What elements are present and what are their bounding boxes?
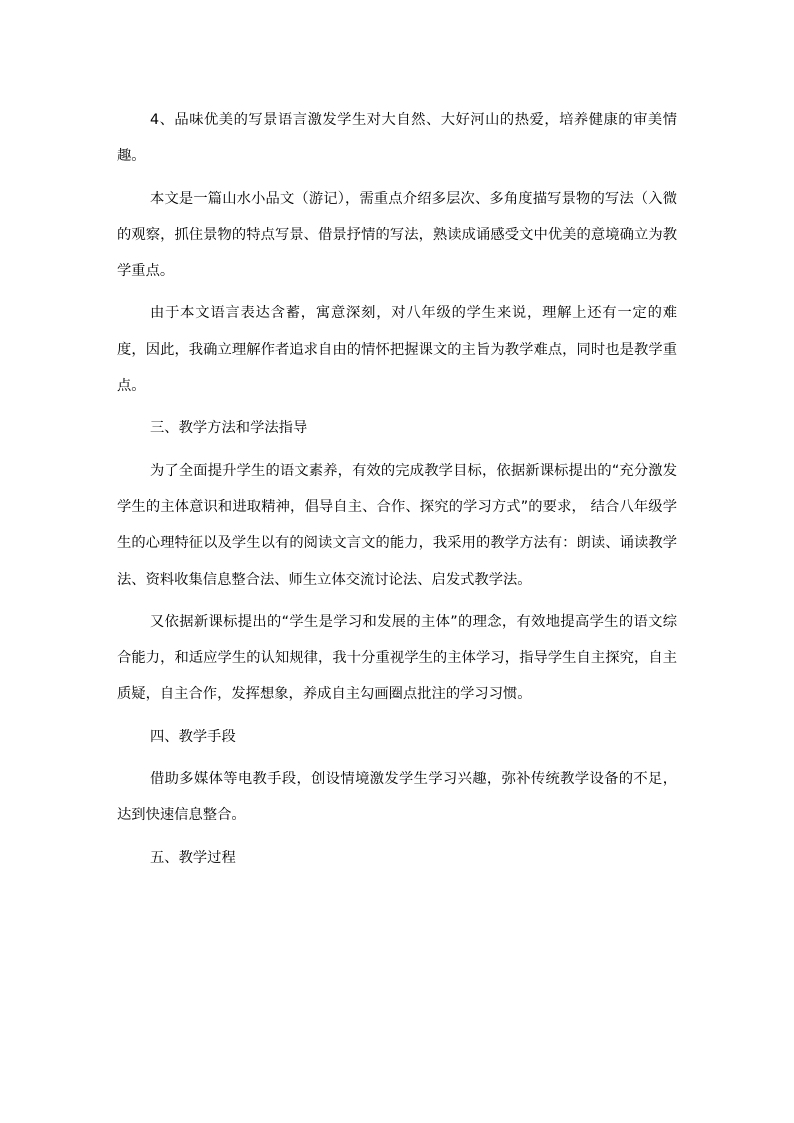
section-5-heading: 五、教学过程 [150, 849, 236, 866]
objective-4-paragraph: 4、品味优美的写景语言激发学生对大自然、大好河山的热爱，培养健康的审美情趣。 [117, 112, 677, 165]
teaching-difficulty-paragraph: 由于本文语言表达含蓄，寓意深刻，对八年级的学生来说，理解上还有一定的难度，因此，我确立理解作者追求自由的情怀把握课文的主旨为教学难点，同时也是教学重点。 [117, 305, 677, 395]
section-4-heading: 四、教学手段 [150, 728, 236, 745]
learning-methods-paragraph: 又依据新课标提出的“学生是学习和发展的主体”的理念，有效地提高学生的语文综合能力，和适应学生的认知规律，我十分重视学生的主体学习，指导学生自主探究，自主质疑，自主合作，发挥想象，养成自主勾画圈点批注的学习习惯。 [117, 613, 677, 703]
document-body [117, 102, 677, 876]
teaching-methods-paragraph: 为了全面提升学生的语文素养，有效的完成教学目标，依据新课标提出的“充分激发学生的主体意识和进取精神，倡导自主、合作、探究的学习方式”的要求， 结合八年级学生的心理特征以及学生以有的阅读文言文的能力，我采用的教学方法有：朗读、诵读教学法、资料收集信息整合法、师生立体交流讨论法、启发式教学法。 [117, 462, 677, 588]
teaching-focus-paragraph: 本文是一篇山水小品文（游记），需重点介绍多层次、多角度描写景物的写法（入微的观察，抓住景物的特点写景、借景抒情的写法，熟读成诵感受文中优美的意境确立为教学重点。 [117, 190, 677, 280]
section-3-heading: 三、教学方法和学法指导 [150, 420, 308, 437]
teaching-tools-paragraph: 借助多媒体等电教手段，创设情境激发学生学习兴趣，弥补传统教学设备的不足，达到快速信息整合。 [117, 771, 677, 824]
